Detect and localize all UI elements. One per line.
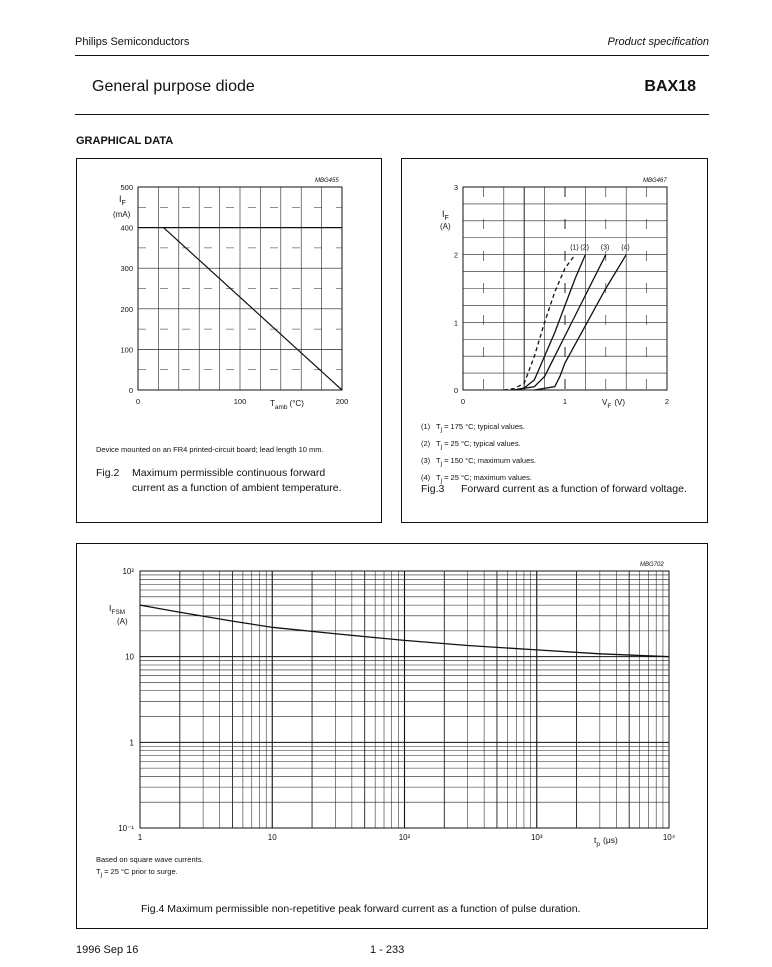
fig4-notes xyxy=(96,854,204,882)
fig4-x-tick-label: 10³ xyxy=(530,833,543,842)
fig4-note-2: $T_j = 25$ °C prior to surge. xyxy=(96,867,178,879)
fig2-y-tick-label: 300 xyxy=(120,264,133,274)
fig4-note-1: Based on square wave currents. xyxy=(96,855,204,864)
fig3-caption xyxy=(421,482,701,497)
fig2-yunit: (mA) xyxy=(113,210,131,219)
fig3-caption-text: Forward current as a function of forward voltage. xyxy=(461,483,687,495)
fig2-xlabel: $T_{amb}$ (°C) xyxy=(270,399,304,409)
fig3-x-tick-label: 1 xyxy=(562,397,568,406)
fig2-chart xyxy=(77,159,381,409)
fig3-curve-label-4: (4) xyxy=(621,244,630,252)
fig2-caption-text: Maximum permissible continuous forward current as a function of ambient temperature. xyxy=(132,467,342,494)
part-number: BAX18 xyxy=(644,78,696,95)
fig4-code: MBG702 xyxy=(640,562,664,568)
document-type: Product specification xyxy=(607,36,709,48)
fig2-x-tick-label: 0 xyxy=(135,397,141,406)
footer-date: 1996 Sep 16 xyxy=(76,944,139,956)
fig3-frame xyxy=(401,158,708,523)
fig2-caption-number: Fig.2 xyxy=(96,467,120,479)
fig3-legend-item-2: (2) $T_j = 25$ °C; typical values. xyxy=(421,439,521,451)
title-rule xyxy=(75,114,709,115)
fig2-y-tick-label: 500 xyxy=(120,183,133,192)
fig3-legend-item-4: (4) $T_j = 25$ °C; maximum values. xyxy=(421,473,532,485)
fig3-curve-label-1: (1) xyxy=(570,244,579,252)
fig2-x-tick-label: 200 xyxy=(335,397,349,406)
fig2-y-tick-label: 100 xyxy=(120,345,133,355)
fig3-curve-label-3: (3) xyxy=(600,244,610,252)
footer-page-number: 1 - 233 xyxy=(370,944,405,956)
fig2-frame xyxy=(76,158,382,523)
fig3-ylabel: $I_F$ xyxy=(442,209,449,222)
fig3-yunit: (A) xyxy=(440,222,451,231)
fig4-xlabel: $t_p$ (μs) xyxy=(594,835,618,848)
fig3-legend-item-1: (1) $T_j = 175$ °C; typical values. xyxy=(421,422,525,434)
fig2-code: MBG455 xyxy=(315,178,339,184)
fig4-y-tick-label: 10² xyxy=(122,567,134,576)
fig2-y-tick-label: 0 xyxy=(128,386,133,395)
fig4-yunit: (A) xyxy=(117,617,128,626)
fig3-caption-number: Fig.3 xyxy=(421,483,445,495)
fig4-ylabel: $I_{FSM}$ xyxy=(109,603,126,616)
fig4-x-tick-label: 10⁴ xyxy=(662,833,676,842)
fig4-y-tick-label: 10 xyxy=(125,652,134,662)
fig3-y-tick-label: 0 xyxy=(453,386,458,395)
fig4-chart xyxy=(77,544,707,854)
fig3-legend xyxy=(421,420,536,488)
fig2-y-tick-label: 400 xyxy=(120,223,133,233)
fig4-y-tick-label: 1 xyxy=(129,738,134,748)
fig3-y-tick-label: 3 xyxy=(453,183,458,192)
fig4-frame xyxy=(76,543,708,929)
fig3-curve-label-2: (2) xyxy=(580,244,589,252)
fig3-code: MBG467 xyxy=(643,178,667,184)
fig4-caption: Fig.4 Maximum permissible non-repetitive peak forward current as a function of pulse duration. xyxy=(141,903,581,915)
fig4-x-tick-label: 10 xyxy=(267,833,277,842)
fig3-x-tick-label: 2 xyxy=(664,397,670,406)
fig4-x-tick-label: 10² xyxy=(398,833,411,842)
fig3-chart xyxy=(402,159,707,409)
fig2-note: Device mounted on an FR4 printed-circuit board; lead length 10 mm. xyxy=(96,445,324,454)
fig2-caption xyxy=(96,466,366,496)
fig4-y-tick-label: 10⁻¹ xyxy=(118,824,134,833)
fig3-y-tick-label: 1 xyxy=(453,318,458,328)
company-name: Philips Semiconductors xyxy=(75,36,190,48)
header-rule xyxy=(75,55,709,56)
fig3-xlabel: $V_F$ (V) xyxy=(602,398,625,409)
fig3-y-tick-label: 2 xyxy=(453,250,458,260)
fig3-x-tick-label: 0 xyxy=(460,397,466,406)
fig2-y-tick-label: 200 xyxy=(120,304,133,314)
section-heading: GRAPHICAL DATA xyxy=(76,135,174,147)
page-title: General purpose diode xyxy=(92,78,255,95)
fig2-x-tick-label: 100 xyxy=(233,397,247,406)
fig3-legend-item-3: (3) $T_j = 150$ °C; maximum values. xyxy=(421,456,537,468)
fig4-x-tick-label: 1 xyxy=(137,833,143,842)
fig2-ylabel: $I_F$ xyxy=(119,194,126,207)
